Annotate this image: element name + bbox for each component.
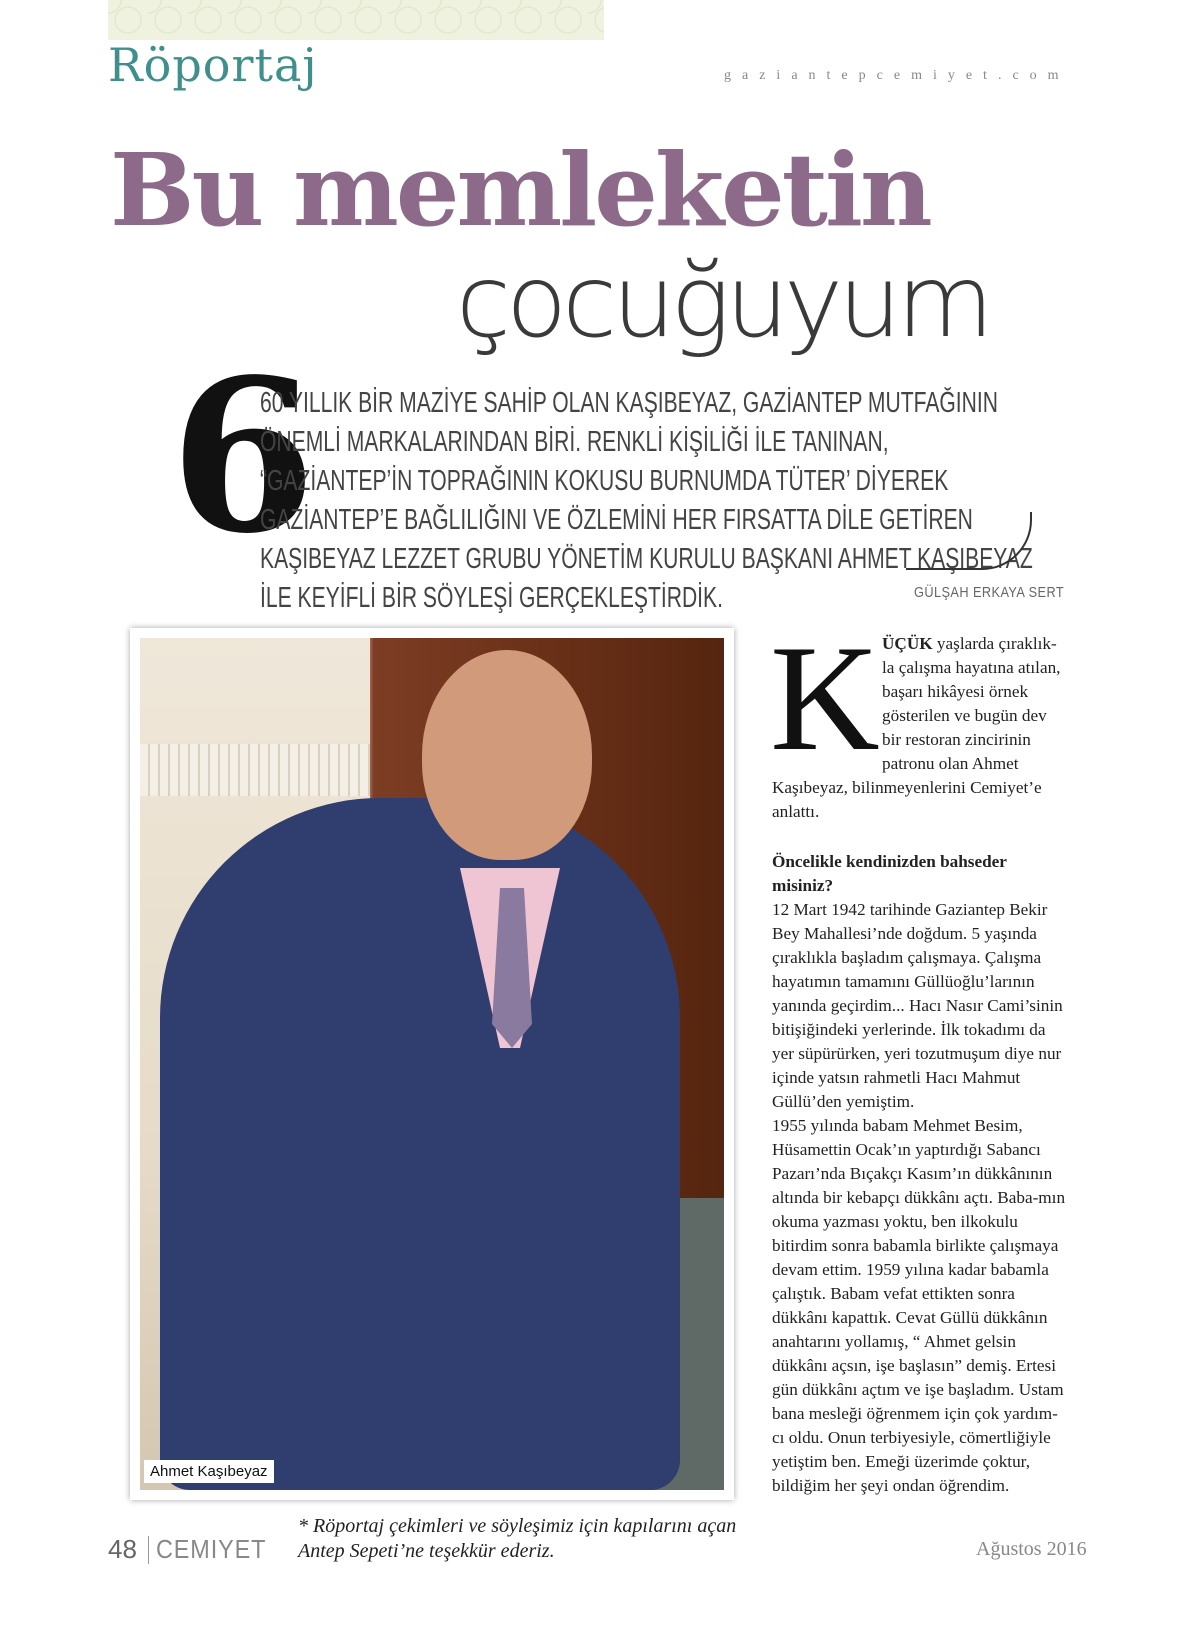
lead-bold: ÜÇÜK xyxy=(882,634,933,653)
lead-paragraph xyxy=(772,632,1068,824)
headline-line-1: Bu memleketin xyxy=(110,131,930,249)
portrait-photo xyxy=(140,638,724,1490)
website-url[interactable]: gaziantepcemiyet.com xyxy=(724,68,1070,83)
intro-text: 60 YILLIK BİR MAZİYE SAHİP OLAN KAŞIBEYAZ, GAZİANTEP MUTFAĞININ ÖNEMLİ MARKALARINDAN BİRİ. RENKLİ KİŞİLİĞİ İLE TANINAN, “GAZİANTEP’İN TOPRAĞININ KOKUSU BURNUMDA TÜTER’ DİYEREK GAZİANTEP’E BAĞLILIĞINI VE ÖZLEMİNİ HER FIRSATTA DİLE GETİREN KAŞIBEYAZ LEZZET GRUBU YÖNETİM KURULU BAŞKANI AHMET KAŞIBEYAZ İLE KEYİFLİ BİR SÖYLEŞİ GERÇEKLEŞTİRDİK. xyxy=(260,387,1033,614)
lead-line-5: bir restoran zincirinin xyxy=(882,730,1031,749)
photo-frame xyxy=(130,628,734,1500)
page-number: 48 xyxy=(108,1534,137,1564)
magazine-name: CEMIYET xyxy=(156,1534,267,1564)
lead-line-2: la çalışma hayatına atılan, xyxy=(882,658,1061,677)
drop-cap: K xyxy=(770,614,880,782)
answer-paragraph-1: 12 Mart 1942 tarihinde Gaziantep Bekir Bey Mahallesi’nde doğdum. 5 yaşında çıraklıkla başladım çalışmaya. Çalışma hayatımın tamamını Güllüoğlu’larının yanında geçirdim... Hacı Nasır Cami’sinin bitişiğindeki yerlerinde. İlk tokadımı da yer süpürürken, yeri tozutmuşum diye nur içinde yatsın rahmetli Hacı Mahmut Güllü’den yemiştim. xyxy=(772,900,1063,1111)
lead-line-6: patronu olan Ahmet xyxy=(882,754,1019,773)
footer-separator xyxy=(148,1536,149,1564)
quote-mark-icon: 6 xyxy=(170,333,317,580)
issue-date: Ağustos 2016 xyxy=(976,1538,1087,1560)
lead-line-1 xyxy=(882,632,1068,656)
byline: GÜLŞAH ERKAYA SERT xyxy=(914,584,1065,601)
photo-lace xyxy=(140,744,370,796)
section-label: Röportaj xyxy=(108,38,318,92)
photo-person-head xyxy=(422,650,592,860)
question-heading: Öncelikle kendinizden bahseder misiniz? xyxy=(772,852,1007,895)
footnote: * Röportaj çekimleri ve söyleşimiz için kapılarını açan Antep Sepeti’ne teşekkür ederiz. xyxy=(298,1515,737,1562)
lead-line-3: başarı hikâyesi örnek xyxy=(882,682,1029,701)
lead-rest: Kaşıbeyaz, bilinmeyenlerini Cemiyet’e anlattı. xyxy=(772,778,1042,821)
lead-line-4: gösterilen ve bugün dev xyxy=(882,706,1047,725)
answer-paragraph-2: 1955 yılında babam Mehmet Besim, Hüsamettin Ocak’ın yaptırdığı Sabancı Pazarı’nda Bıçakçı Kasım’ın dükkânının altında bir kebapçı dükkânı açtı. Baba-mın okuma yazması yoktu, ben ilkokulu bitirdim sonra babamla birlikte çalışmaya devam ettim. 1959 yılına kadar babamla çalıştık. Babam vefat ettikten sonra dükkânı kapattık. Cevat Güllü dükkânın anahtarını yollamış, “ Ahmet gelsin dükkânı açsın, işe başlasın” demiş. Ertesi gün dükkânı açtım ve işe başladım. Ustam bana mesleği öğrenmem için çok yardım-cı oldu. Onun terbiyesiyle, cömertliğiyle yetiştim ben. Emeği üzerimde çoktur, bildiğim her şeyi ondan öğrendim. xyxy=(772,1116,1066,1495)
lead-line-1-text: yaşlarda çıraklık- xyxy=(932,634,1057,653)
photo-person-suit xyxy=(160,798,680,1490)
article-body xyxy=(772,632,1068,1498)
headline-line-2: çocuğuyum xyxy=(456,243,989,360)
header-pattern-bar xyxy=(108,0,604,40)
photo-caption: Ahmet Kaşıbeyaz xyxy=(144,1460,274,1483)
